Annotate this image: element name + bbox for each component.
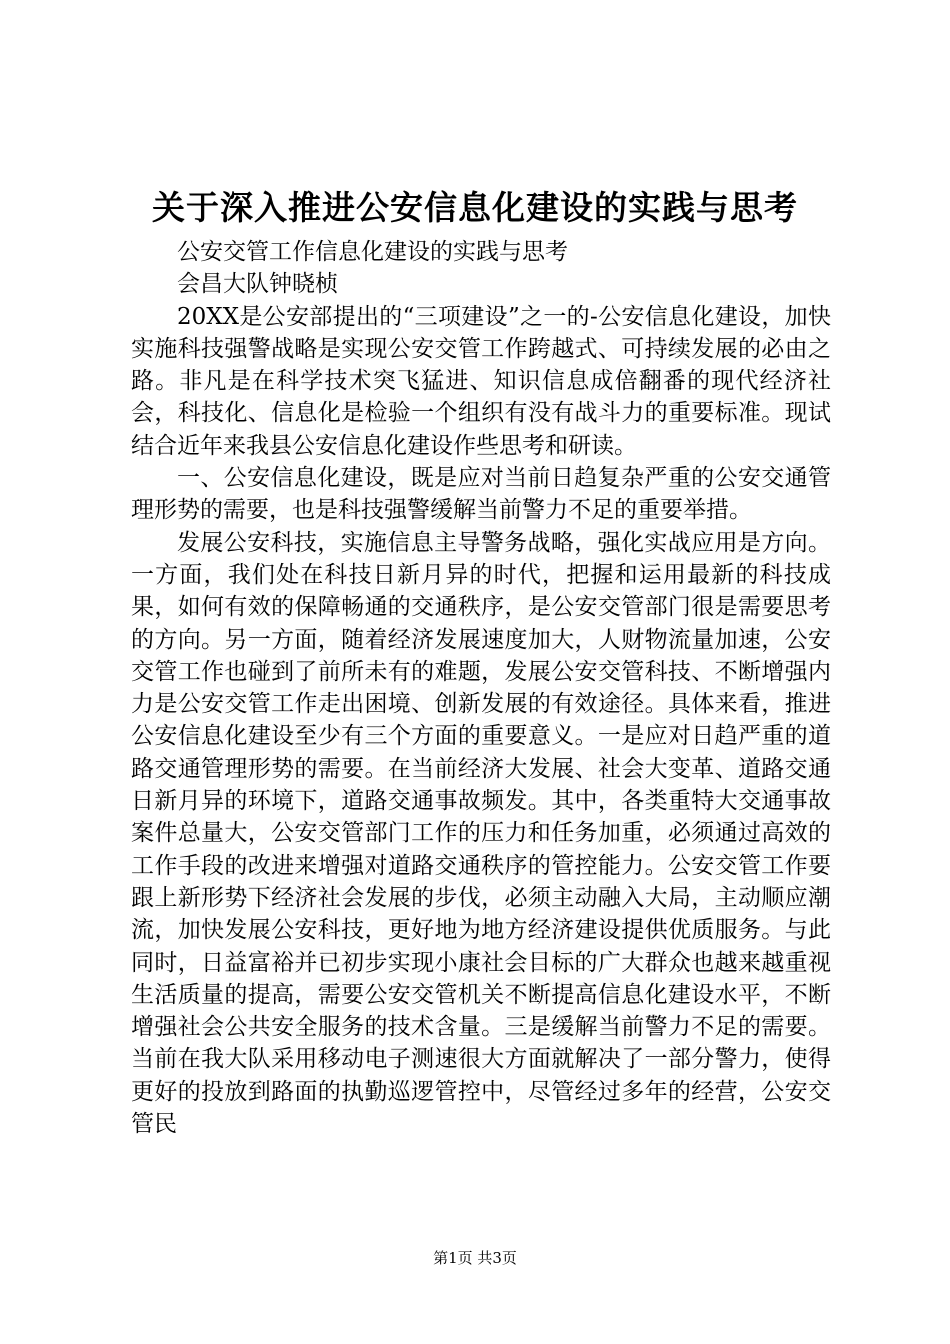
author-paragraph: 会昌大队钟晓桢 [177,271,338,298]
document-body [131,236,831,1140]
subtitle-paragraph: 公安交管工作信息化建设的实践与思考 [177,239,568,265]
body-paragraph: 一、公安信息化建设，既是应对当前日趋复杂严重的公安交通管理形势的需要，也是科技强警缓解当前警力不足的重要举措。 [131,465,831,524]
body-paragraph: 发展公安科技，实施信息主导警务战略，强化实战应用是方向。一方面，我们处在科技日新月异的时代，把握和运用最新的科技成果，如何有效的保障畅通的交通秩序，是公安交管部门很是需要思考的方向。另一方面，随着经济发展速度加大，人财物流量加速，公安交管工作也碰到了前所未有的难题，发展公安交管科技、不断增强内力是公安交管工作走出困境、创新发展的有效途径。具体来看，推进公安信息化建设至少有三个方面的重要意义。一是应对日趋严重的道路交通管理形势的需要。在当前经济大发展、社会大变革、道路交通日新月异的环境下，道路交通事故频发。其中，各类重特大交通事故案件总量大，公安交管部门工作的压力和任务加重，必须通过高效的工作手段的改进来增强对道路交通秩序的管控能力。公安交管工作要跟上新形势下经济社会发展的步伐，必须主动融入大局，主动顺应潮流，加快发展公安科技，更好地为地方经济建设提供优质服务。与此同时，日益富裕并已初步实现小康社会目标的广大群众也越来越重视生活质量的提高，需要公安交管机关不断提高信息化建设水平，不断增强社会公共安全服务的技术含量。三是缓解当前警力不足的需要。当前在我大队采用移动电子测速很大方面就解决了一部分警力，使得更好的投放到路面的执勤巡逻管控中，尽管经过多年的经营，公安交管民 [131,529,831,1138]
page-number-footer: 第1页 共3页 [433,1249,517,1267]
body-paragraph: 20XX是公安部提出的“三项建设”之一的-公安信息化建设，加快实施科技强警战略是实现公安交管工作跨越式、可持续发展的必由之路。非凡是在科学技术突飞猛进、知识信息成倍翻番的现代经济社会，科技化、信息化是检验一个组织有没有战斗力的重要标准。现试结合近年来我县公安信息化建设作些思考和研读。 [131,303,831,459]
document-title: 关于深入推进公安信息化建设的实践与思考 [152,188,798,227]
